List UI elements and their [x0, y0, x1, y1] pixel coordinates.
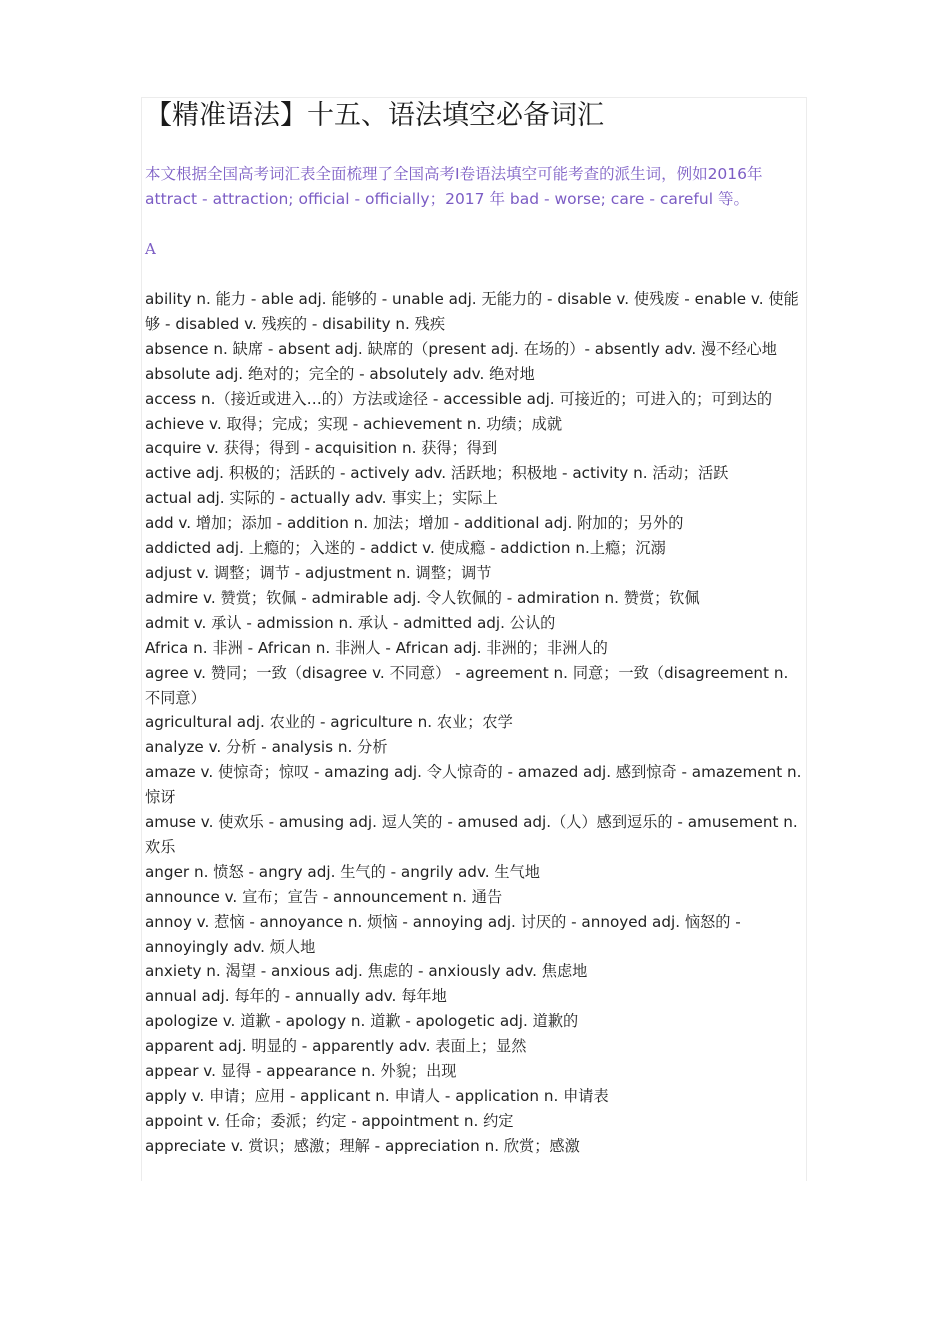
vocab-entry: appear v. 显得 - appearance n. 外貌；出现 [145, 1062, 457, 1081]
vocab-entry: admit v. 承认 - admission n. 承认 - admitted adj. 公认的 [145, 613, 556, 632]
vocab-entry: apply v. 申请；应用 - applicant n. 申请人 - application n. 申请表 [145, 1087, 609, 1105]
vocab-entry: Africa n. 非洲 - African n. 非洲人 - African adj. 非洲的；非洲人的 [145, 638, 608, 657]
page-title: 【精准语法】十五、语法填空必备词汇 [145, 100, 604, 131]
vocab-entry: agricultural adj. 农业的 - agriculture n. 农业；农学 [145, 713, 513, 732]
vocab-entry: addicted adj. 上瘾的；入迷的 - addict v. 使成瘾 - addiction n.上瘾；沉溺 [145, 539, 666, 558]
vocab-entry: analyze v. 分析 - analysis n. 分析 [145, 738, 388, 757]
vocab-entry: apologize v. 道歉 - apology n. 道歉 - apologetic adj. 道歉的 [145, 1012, 579, 1031]
vocab-entry: access n.（接近或进入…的）方法或途径 - accessible adj. 可接近的；可进入的；可到达的 [145, 389, 773, 408]
vocab-entry: agree v. 赞同；一致（disagree v. 不同意） - agreement n. 同意；一致（disagreement n. 不同意） [145, 663, 789, 707]
vocab-entry: admire v. 赞赏；钦佩 - admirable adj. 令人钦佩的 - admiration n. 赞赏；钦佩 [145, 588, 700, 607]
vocab-entry: apparent adj. 明显的 - apparently adv. 表面上；显然 [145, 1037, 527, 1056]
vocab-entry: absolute adj. 绝对的；完全的 - absolutely adv. 绝对地 [145, 364, 535, 383]
vocab-entry: appreciate v. 赏识；感激；理解 - appreciation n. 欣赏；感激 [145, 1136, 580, 1155]
vocabulary-list [145, 287, 808, 1159]
vocab-entry: active adj. 积极的；活跃的 - actively adv. 活跃地；积极地 - activity n. 活动；活跃 [145, 464, 729, 483]
section-letter: A [145, 240, 156, 258]
vocab-entry: anxiety n. 渴望 - anxious adj. 焦虑的 - anxiously adv. 焦虑地 [145, 962, 588, 981]
vocab-entry: adjust v. 调整；调节 - adjustment n. 调整；调节 [145, 563, 492, 582]
vocab-entry: actual adj. 实际的 - actually adv. 事实上；实际上 [145, 489, 498, 508]
vocab-entry: ability n. 能力 - able adj. 能够的 - unable adj. 无能力的 - disable v. 使残废 - enable v. 使能够 - disabled v. 残疾的 - disability n. 残疾 [145, 290, 799, 333]
vocab-entry: annoy v. 惹恼 - annoyance n. 烦恼 - annoying adj. 讨厌的 - annoyed adj. 恼怒的 - annoyingly adv. 烦人地 [145, 912, 741, 956]
vocab-entry: amuse v. 使欢乐 - amusing adj. 逗人笑的 - amused adj.（人）感到逗乐的 - amusement n. 欢乐 [145, 813, 798, 856]
vocab-entry: achieve v. 取得；完成；实现 - achievement n. 功绩；成就 [145, 414, 563, 433]
vocab-entry: amaze v. 使惊奇；惊叹 - amazing adj. 令人惊奇的 - amazed adj. 感到惊奇 - amazement n. 惊讶 [145, 763, 802, 807]
vocab-entry: appoint v. 任命；委派；约定 - appointment n. 约定 [145, 1111, 514, 1130]
vocab-entry: add v. 增加；添加 - addition n. 加法；增加 - additional adj. 附加的；另外的 [145, 514, 684, 533]
vocab-entry: announce v. 宣布；宣告 - announcement n. 通告 [145, 887, 503, 906]
vocab-entry: annual adj. 每年的 - annually adv. 每年地 [145, 987, 447, 1006]
vocab-entry: acquire v. 获得；得到 - acquisition n. 获得；得到 [145, 439, 498, 458]
vocab-entry: absence n. 缺席 - absent adj. 缺席的（present adj. 在场的）- absently adv. 漫不经心地 [145, 339, 777, 358]
vocab-entry: anger n. 愤怒 - angry adj. 生气的 - angrily adv. 生气地 [145, 862, 540, 881]
intro-paragraph: 本文根据全国高考词汇表全面梳理了全国高考Ⅰ卷语法填空可能考查的派生词，例如2016年 attract - attraction; official - officially；2017 年 bad - worse; care - careful 等。 [145, 165, 763, 208]
